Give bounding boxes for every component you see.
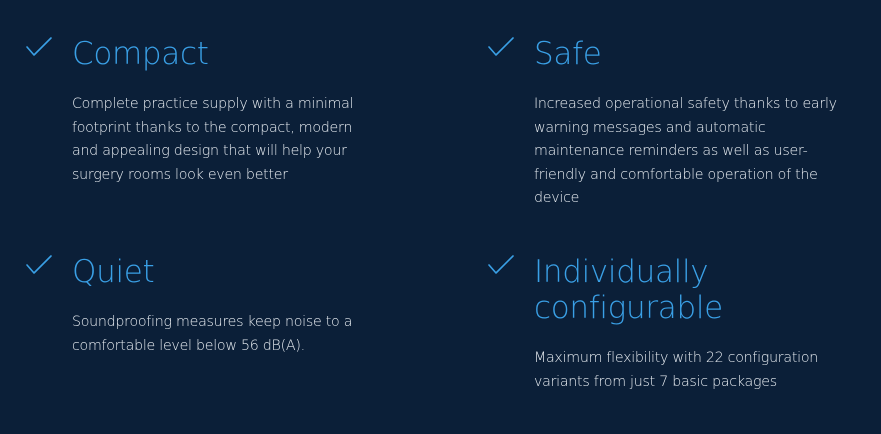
feature-description: Complete practice supply with a minimal footprint thanks to the compact, modern and appealing design that will help your surgery rooms look even better xyxy=(72,96,354,183)
feature-title: Quiet xyxy=(72,254,155,290)
checkmark-icon xyxy=(25,36,55,66)
checkmark-icon xyxy=(487,36,517,66)
feature-description: Maximum flexibility with 22 configuration variants from just 7 basic packages xyxy=(534,350,819,390)
checkmark-icon xyxy=(487,254,517,284)
feature-title: Safe xyxy=(534,36,602,72)
feature-title: Individually configurable xyxy=(534,254,723,326)
checkmark-icon xyxy=(25,254,55,284)
feature-description: Increased operational safety thanks to early warning messages and automatic maintenance reminders as well as user-friendly and comfortable operation of the device xyxy=(534,96,837,206)
feature-title: Compact xyxy=(72,36,209,72)
feature-description: Soundproofing measures keep noise to a comfortable level below 56 dB(A). xyxy=(72,314,353,354)
